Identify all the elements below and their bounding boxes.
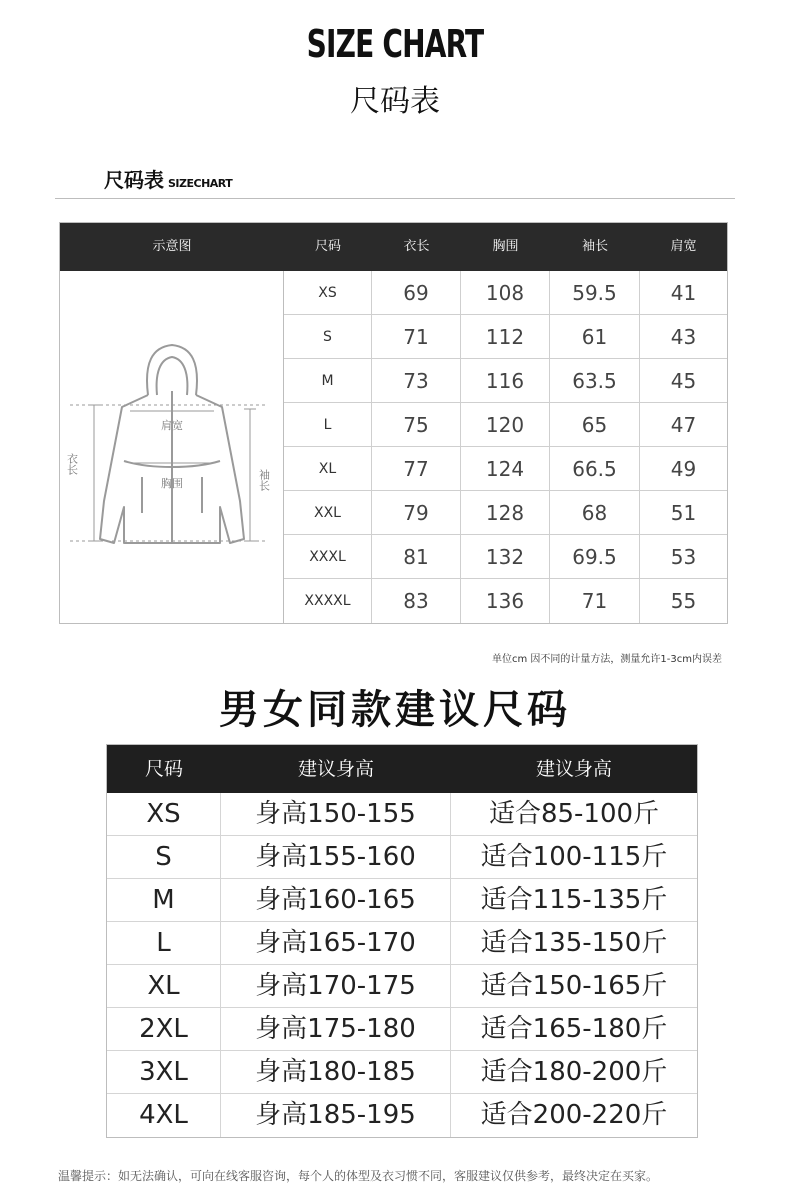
size-cell: M xyxy=(284,359,372,403)
sleeve-cell: 63.5 xyxy=(550,359,640,403)
chest-cell: 128 xyxy=(461,491,550,535)
size-cell: XS xyxy=(284,271,372,315)
chest-cell: 112 xyxy=(461,315,550,359)
shoulder-cell: 47 xyxy=(670,413,697,437)
table-row xyxy=(107,879,697,922)
chest-cell: 124 xyxy=(461,447,550,491)
length-cell: 73 xyxy=(372,359,461,403)
length-cell: 77 xyxy=(372,447,461,491)
table-row xyxy=(284,535,727,579)
page-title-en: SIZE CHART xyxy=(306,22,484,66)
size-header-sleeve: 袖长 xyxy=(581,239,608,254)
height-cell: 身高180-185 xyxy=(221,1051,451,1094)
size-cell: XL xyxy=(284,447,372,491)
measurement-note: 单位cm 因不同的计量方法，测量允许1-3cm内误差 xyxy=(492,654,722,665)
length-cell: 71 xyxy=(372,315,461,359)
size-table-body xyxy=(284,271,727,623)
table-row xyxy=(107,1008,697,1051)
sleeve-cell: 68 xyxy=(550,491,640,535)
chest-cell: 132 xyxy=(461,535,550,579)
table-row xyxy=(284,403,727,447)
chest-cell: 120 xyxy=(461,403,550,447)
sleeve-cell: 71 xyxy=(550,579,640,623)
height-cell: 身高175-180 xyxy=(221,1008,451,1051)
recommend-title: 男女同款建议尺码 xyxy=(219,687,571,733)
size-cell: 4XL xyxy=(107,1094,221,1137)
size-measurement-table xyxy=(59,222,728,624)
diagram-label-shoulder: 肩宽 xyxy=(161,419,183,432)
sleeve-cell: 66.5 xyxy=(550,447,640,491)
size-header-shoulder: 肩宽 xyxy=(670,239,697,254)
recommend-header-weight: 建议身高 xyxy=(535,758,612,780)
size-header-chest: 胸围 xyxy=(492,239,519,254)
weight-cell: 适合165-180斤 xyxy=(480,1014,668,1044)
table-row xyxy=(107,793,697,836)
length-cell: 79 xyxy=(372,491,461,535)
footer-tip: 温馨提示：如无法确认，可向在线客服咨询，每个人的体型及衣习惯不同，客服建议仅供参考，最终决定在买家。 xyxy=(58,1169,659,1183)
table-row xyxy=(284,271,727,315)
recommend-table-header xyxy=(107,745,697,793)
jacket-diagram xyxy=(60,271,284,623)
table-row xyxy=(107,965,697,1008)
recommend-header-height: 建议身高 xyxy=(297,758,374,780)
page-title-cn: 尺码表 xyxy=(350,84,440,119)
size-cell: M xyxy=(107,879,221,922)
table-row xyxy=(284,315,727,359)
shoulder-cell: 43 xyxy=(670,325,697,349)
size-cell: XXXXL xyxy=(284,579,372,623)
weight-cell: 适合180-200斤 xyxy=(480,1057,668,1087)
section-divider xyxy=(55,198,735,199)
chest-cell: 116 xyxy=(461,359,550,403)
size-cell: L xyxy=(284,403,372,447)
shoulder-cell: 53 xyxy=(670,545,697,569)
size-cell: 3XL xyxy=(107,1051,221,1094)
size-cell: XS xyxy=(107,793,221,836)
height-cell: 身高170-175 xyxy=(221,965,451,1008)
section-heading xyxy=(104,164,232,193)
weight-cell: 适合85-100斤 xyxy=(488,799,660,829)
height-cell: 身高160-165 xyxy=(221,879,451,922)
size-header-size: 尺码 xyxy=(314,239,341,254)
size-cell: XL xyxy=(107,965,221,1008)
table-row xyxy=(284,359,727,403)
jacket-outline-icon xyxy=(60,271,284,623)
size-cell: S xyxy=(107,836,221,879)
table-row xyxy=(107,922,697,965)
height-cell: 身高165-170 xyxy=(221,922,451,965)
shoulder-cell: 41 xyxy=(670,281,697,305)
chest-cell: 136 xyxy=(461,579,550,623)
weight-cell: 适合100-115斤 xyxy=(480,842,668,872)
sleeve-cell: 61 xyxy=(550,315,640,359)
diagram-label-sleeve: 袖长 xyxy=(257,469,271,491)
height-cell: 身高155-160 xyxy=(221,836,451,879)
table-row xyxy=(107,1051,697,1094)
size-cell: S xyxy=(284,315,372,359)
diagram-label-length: 衣长 xyxy=(65,453,79,475)
recommend-size-table xyxy=(106,744,698,1138)
table-row xyxy=(284,491,727,535)
shoulder-cell: 49 xyxy=(670,457,697,481)
weight-cell: 适合150-165斤 xyxy=(480,971,668,1001)
shoulder-cell: 45 xyxy=(670,369,697,393)
diagram-label-chest: 胸围 xyxy=(161,477,183,490)
weight-cell: 适合200-220斤 xyxy=(480,1100,668,1130)
size-cell: XXXL xyxy=(284,535,372,579)
size-cell: L xyxy=(107,922,221,965)
table-row xyxy=(284,447,727,491)
sleeve-cell: 69.5 xyxy=(550,535,640,579)
length-cell: 69 xyxy=(372,271,461,315)
section-title: 尺码表 xyxy=(104,168,164,192)
height-cell: 身高185-195 xyxy=(221,1094,451,1137)
length-cell: 83 xyxy=(372,579,461,623)
shoulder-cell: 55 xyxy=(670,589,697,613)
size-header-diagram: 示意图 xyxy=(152,239,192,254)
size-cell: XXL xyxy=(284,491,372,535)
size-table-header xyxy=(60,223,727,271)
shoulder-cell: 51 xyxy=(670,501,697,525)
sleeve-cell: 59.5 xyxy=(550,271,640,315)
length-cell: 81 xyxy=(372,535,461,579)
section-subtitle: SIZECHART xyxy=(168,177,233,190)
table-row xyxy=(284,579,727,623)
table-row xyxy=(107,836,697,879)
height-cell: 身高150-155 xyxy=(221,793,451,836)
size-cell: 2XL xyxy=(107,1008,221,1051)
weight-cell: 适合115-135斤 xyxy=(480,885,668,915)
table-row xyxy=(107,1094,697,1137)
size-header-length: 衣长 xyxy=(403,239,430,254)
sleeve-cell: 65 xyxy=(550,403,640,447)
weight-cell: 适合135-150斤 xyxy=(480,928,668,958)
length-cell: 75 xyxy=(372,403,461,447)
chest-cell: 108 xyxy=(461,271,550,315)
recommend-header-size: 尺码 xyxy=(144,758,183,780)
